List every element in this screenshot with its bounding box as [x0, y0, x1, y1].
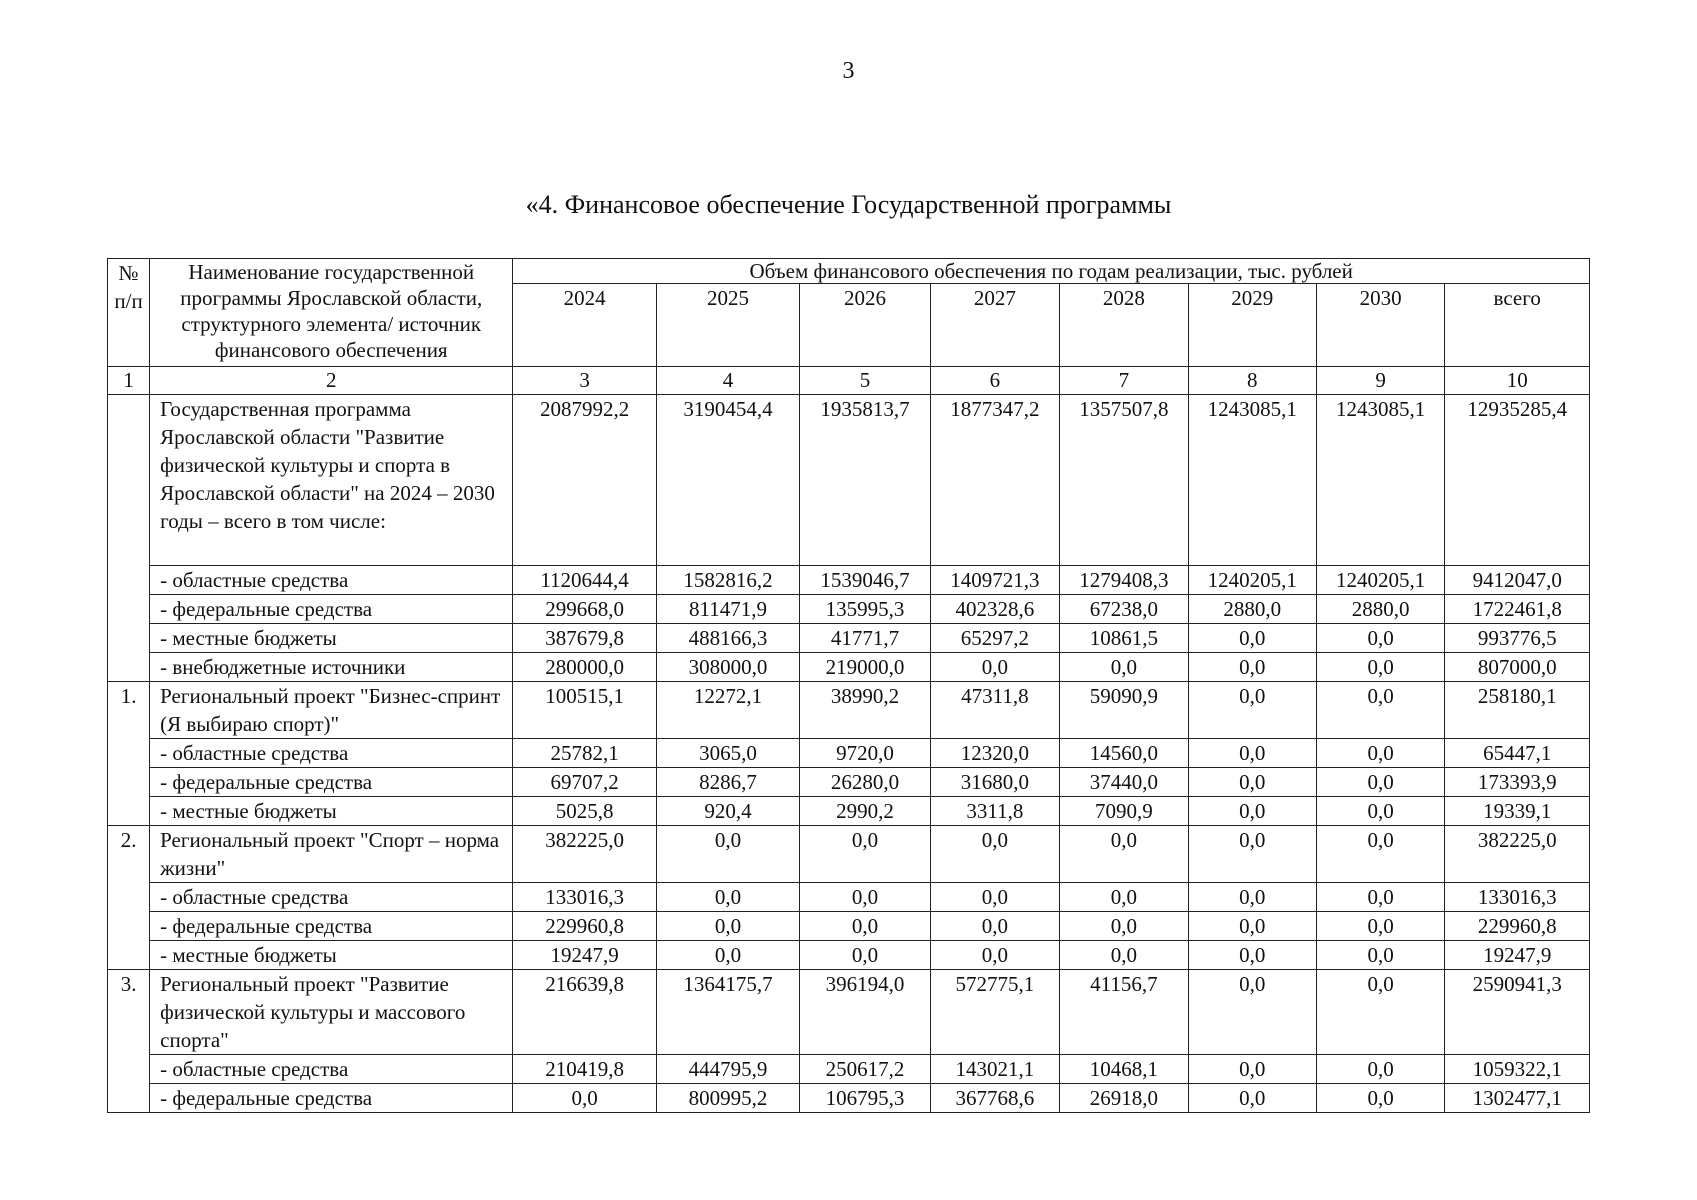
row-index: 1. — [108, 682, 150, 739]
row-year-value: 396194,0 — [800, 970, 930, 1055]
row-year-value: 3190454,4 — [656, 395, 799, 566]
row-year-value: 0,0 — [930, 826, 1059, 883]
row-total-value: 1722461,8 — [1445, 595, 1590, 624]
row-index — [108, 768, 150, 797]
row-index — [108, 739, 150, 768]
row-total-value: 173393,9 — [1445, 768, 1590, 797]
row-year-value: 19247,9 — [513, 941, 656, 970]
header-year: 2027 — [930, 284, 1059, 367]
header-group: Объем финансового обеспечения по годам реализации, тыс. рублей — [513, 259, 1590, 284]
row-year-value: 0,0 — [1188, 653, 1316, 682]
row-year-value: 219000,0 — [800, 653, 930, 682]
row-total-value: 19247,9 — [1445, 941, 1590, 970]
row-year-value: 2990,2 — [800, 797, 930, 826]
row-year-value: 2880,0 — [1188, 595, 1316, 624]
row-year-value: 0,0 — [930, 912, 1059, 941]
row-year-value: 216639,8 — [513, 970, 656, 1055]
row-index — [108, 566, 150, 595]
row-year-value: 0,0 — [1316, 653, 1444, 682]
row-name: Региональный проект "Спорт – норма жизни" — [150, 826, 513, 883]
row-year-value: 387679,8 — [513, 624, 656, 653]
row-year-value: 0,0 — [800, 912, 930, 941]
header-year: 2026 — [800, 284, 930, 367]
row-year-value: 26280,0 — [800, 768, 930, 797]
header-name: Наименование государственной программы Ярославской области, структурного элемента/ источник финансового обеспечения — [150, 259, 513, 367]
row-year-value: 210419,8 — [513, 1055, 656, 1084]
row-year-value: 3311,8 — [930, 797, 1059, 826]
row-year-value: 0,0 — [1188, 941, 1316, 970]
row-total-value: 807000,0 — [1445, 653, 1590, 682]
row-year-value: 0,0 — [1316, 970, 1444, 1055]
header-year: 2030 — [1316, 284, 1444, 367]
page-number: 3 — [842, 58, 855, 84]
row-index — [108, 1055, 150, 1084]
row-year-value: 0,0 — [1188, 826, 1316, 883]
row-total-value: 12935285,4 — [1445, 395, 1590, 566]
row-index — [108, 624, 150, 653]
row-year-value: 1877347,2 — [930, 395, 1059, 566]
row-year-value: 0,0 — [1060, 912, 1188, 941]
row-year-value: 31680,0 — [930, 768, 1059, 797]
row-year-value: 0,0 — [1188, 912, 1316, 941]
table-row — [108, 653, 1590, 682]
table-body — [108, 367, 1590, 1113]
row-year-value: 133016,3 — [513, 883, 656, 912]
row-year-value: 1240205,1 — [1316, 566, 1444, 595]
row-total-value: 2590941,3 — [1445, 970, 1590, 1055]
row-year-value: 41771,7 — [800, 624, 930, 653]
row-year-value: 367768,6 — [930, 1084, 1059, 1113]
row-year-value: 1935813,7 — [800, 395, 930, 566]
row-year-value: 0,0 — [1060, 653, 1188, 682]
row-year-value: 9720,0 — [800, 739, 930, 768]
row-year-value: 59090,9 — [1060, 682, 1188, 739]
row-name: - местные бюджеты — [150, 624, 513, 653]
row-year-value: 229960,8 — [513, 912, 656, 941]
column-number: 9 — [1316, 367, 1444, 395]
row-year-value: 143021,1 — [930, 1055, 1059, 1084]
row-total-value: 382225,0 — [1445, 826, 1590, 883]
row-year-value: 0,0 — [1316, 797, 1444, 826]
row-year-value: 1243085,1 — [1316, 395, 1444, 566]
financing-table — [107, 258, 1590, 1113]
row-year-value: 0,0 — [800, 883, 930, 912]
table-row — [108, 970, 1590, 1055]
column-number: 10 — [1445, 367, 1590, 395]
row-year-value: 0,0 — [1188, 739, 1316, 768]
row-year-value: 0,0 — [1188, 682, 1316, 739]
row-year-value: 811471,9 — [656, 595, 799, 624]
row-name: - областные средства — [150, 739, 513, 768]
row-year-value: 402328,6 — [930, 595, 1059, 624]
row-total-value: 993776,5 — [1445, 624, 1590, 653]
table-row — [108, 1055, 1590, 1084]
row-year-value: 0,0 — [1188, 797, 1316, 826]
row-total-value: 1059322,1 — [1445, 1055, 1590, 1084]
row-year-value: 308000,0 — [656, 653, 799, 682]
row-index: 3. — [108, 970, 150, 1055]
row-total-value: 133016,3 — [1445, 883, 1590, 912]
row-year-value: 100515,1 — [513, 682, 656, 739]
table-row — [108, 941, 1590, 970]
table-row — [108, 624, 1590, 653]
row-index — [108, 595, 150, 624]
row-year-value: 106795,3 — [800, 1084, 930, 1113]
row-name: - федеральные средства — [150, 595, 513, 624]
row-year-value: 250617,2 — [800, 1055, 930, 1084]
table-row — [108, 595, 1590, 624]
row-year-value: 0,0 — [1316, 624, 1444, 653]
table-row — [108, 826, 1590, 883]
row-year-value: 10861,5 — [1060, 624, 1188, 653]
row-index — [108, 912, 150, 941]
row-year-value: 0,0 — [513, 1084, 656, 1113]
column-number-row — [108, 367, 1590, 395]
row-name: - местные бюджеты — [150, 941, 513, 970]
table-row — [108, 682, 1590, 739]
row-name: - федеральные средства — [150, 912, 513, 941]
row-name: Региональный проект "Развитие физической культуры и массового спорта" — [150, 970, 513, 1055]
document-title: «4. Финансовое обеспечение Государственной программы — [525, 190, 1172, 219]
row-year-value: 1240205,1 — [1188, 566, 1316, 595]
column-number: 3 — [513, 367, 656, 395]
row-name: Государственная программа Ярославской области "Развитие физической культуры и спорта в Ярославской области" на 2024 – 2030 годы – всего в том числе: — [150, 395, 513, 566]
column-number: 8 — [1188, 367, 1316, 395]
row-year-value: 0,0 — [1060, 826, 1188, 883]
row-year-value: 12272,1 — [656, 682, 799, 739]
row-year-value: 444795,9 — [656, 1055, 799, 1084]
row-year-value: 0,0 — [1316, 768, 1444, 797]
header-num: № п/п — [108, 259, 150, 367]
table-row — [108, 566, 1590, 595]
row-total-value: 65447,1 — [1445, 739, 1590, 768]
header-total: всего — [1445, 284, 1590, 367]
row-year-value: 65297,2 — [930, 624, 1059, 653]
row-year-value: 1364175,7 — [656, 970, 799, 1055]
row-year-value: 10468,1 — [1060, 1055, 1188, 1084]
row-year-value: 0,0 — [1316, 826, 1444, 883]
row-year-value: 38990,2 — [800, 682, 930, 739]
row-total-value: 258180,1 — [1445, 682, 1590, 739]
row-index — [108, 797, 150, 826]
row-year-value: 135995,3 — [800, 595, 930, 624]
row-year-value: 1243085,1 — [1188, 395, 1316, 566]
row-year-value: 0,0 — [1316, 739, 1444, 768]
column-number: 2 — [150, 367, 513, 395]
table-row — [108, 395, 1590, 566]
row-year-value: 0,0 — [1188, 883, 1316, 912]
row-total-value: 229960,8 — [1445, 912, 1590, 941]
row-year-value: 0,0 — [1316, 682, 1444, 739]
table-row — [108, 1084, 1590, 1113]
row-year-value: 37440,0 — [1060, 768, 1188, 797]
row-index — [108, 395, 150, 566]
row-year-value: 67238,0 — [1060, 595, 1188, 624]
row-year-value: 14560,0 — [1060, 739, 1188, 768]
row-name: - областные средства — [150, 1055, 513, 1084]
row-year-value: 280000,0 — [513, 653, 656, 682]
row-index — [108, 1084, 150, 1113]
row-year-value: 800995,2 — [656, 1084, 799, 1113]
header-year: 2028 — [1060, 284, 1188, 367]
row-index — [108, 941, 150, 970]
row-year-value: 0,0 — [1188, 768, 1316, 797]
row-name: - местные бюджеты — [150, 797, 513, 826]
row-total-value: 9412047,0 — [1445, 566, 1590, 595]
table-row — [108, 883, 1590, 912]
row-year-value: 0,0 — [930, 941, 1059, 970]
table-row — [108, 739, 1590, 768]
row-year-value: 0,0 — [1060, 883, 1188, 912]
row-year-value: 2880,0 — [1316, 595, 1444, 624]
row-year-value: 0,0 — [656, 883, 799, 912]
row-year-value: 0,0 — [1316, 912, 1444, 941]
row-year-value: 488166,3 — [656, 624, 799, 653]
row-year-value: 0,0 — [1188, 970, 1316, 1055]
column-number: 5 — [800, 367, 930, 395]
row-year-value: 0,0 — [1188, 1055, 1316, 1084]
row-index — [108, 653, 150, 682]
row-year-value: 69707,2 — [513, 768, 656, 797]
row-year-value: 0,0 — [930, 653, 1059, 682]
column-number: 7 — [1060, 367, 1188, 395]
row-year-value: 0,0 — [656, 826, 799, 883]
column-number: 4 — [656, 367, 799, 395]
row-year-value: 0,0 — [930, 883, 1059, 912]
row-name: - федеральные средства — [150, 1084, 513, 1113]
row-year-value: 7090,9 — [1060, 797, 1188, 826]
row-year-value: 382225,0 — [513, 826, 656, 883]
row-name: Региональный проект "Бизнес-спринт (Я выбираю спорт)" — [150, 682, 513, 739]
row-year-value: 0,0 — [800, 826, 930, 883]
row-year-value: 0,0 — [656, 941, 799, 970]
row-year-value: 1357507,8 — [1060, 395, 1188, 566]
row-year-value: 41156,7 — [1060, 970, 1188, 1055]
row-year-value: 5025,8 — [513, 797, 656, 826]
row-year-value: 920,4 — [656, 797, 799, 826]
row-year-value: 0,0 — [1188, 1084, 1316, 1113]
row-year-value: 3065,0 — [656, 739, 799, 768]
column-number: 1 — [108, 367, 150, 395]
row-name: - областные средства — [150, 883, 513, 912]
row-year-value: 0,0 — [1188, 624, 1316, 653]
row-year-value: 0,0 — [1316, 941, 1444, 970]
row-name: - областные средства — [150, 566, 513, 595]
table-row — [108, 797, 1590, 826]
row-year-value: 0,0 — [800, 941, 930, 970]
row-index: 2. — [108, 826, 150, 883]
row-year-value: 0,0 — [1060, 941, 1188, 970]
table-row — [108, 912, 1590, 941]
column-number: 6 — [930, 367, 1059, 395]
row-year-value: 25782,1 — [513, 739, 656, 768]
row-year-value: 0,0 — [1316, 1084, 1444, 1113]
row-total-value: 1302477,1 — [1445, 1084, 1590, 1113]
row-year-value: 1120644,4 — [513, 566, 656, 595]
table-row — [108, 768, 1590, 797]
row-name: - федеральные средства — [150, 768, 513, 797]
row-year-value: 1279408,3 — [1060, 566, 1188, 595]
row-year-value: 26918,0 — [1060, 1084, 1188, 1113]
row-year-value: 0,0 — [656, 912, 799, 941]
row-year-value: 8286,7 — [656, 768, 799, 797]
header-year: 2029 — [1188, 284, 1316, 367]
row-year-value: 1539046,7 — [800, 566, 930, 595]
row-year-value: 0,0 — [1316, 1055, 1444, 1084]
row-total-value: 19339,1 — [1445, 797, 1590, 826]
row-year-value: 47311,8 — [930, 682, 1059, 739]
header-year: 2025 — [656, 284, 799, 367]
row-year-value: 0,0 — [1316, 883, 1444, 912]
row-name: - внебюджетные источники — [150, 653, 513, 682]
row-year-value: 572775,1 — [930, 970, 1059, 1055]
row-year-value: 1582816,2 — [656, 566, 799, 595]
row-year-value: 1409721,3 — [930, 566, 1059, 595]
row-year-value: 12320,0 — [930, 739, 1059, 768]
header-year: 2024 — [513, 284, 656, 367]
row-index — [108, 883, 150, 912]
row-year-value: 299668,0 — [513, 595, 656, 624]
row-year-value: 2087992,2 — [513, 395, 656, 566]
